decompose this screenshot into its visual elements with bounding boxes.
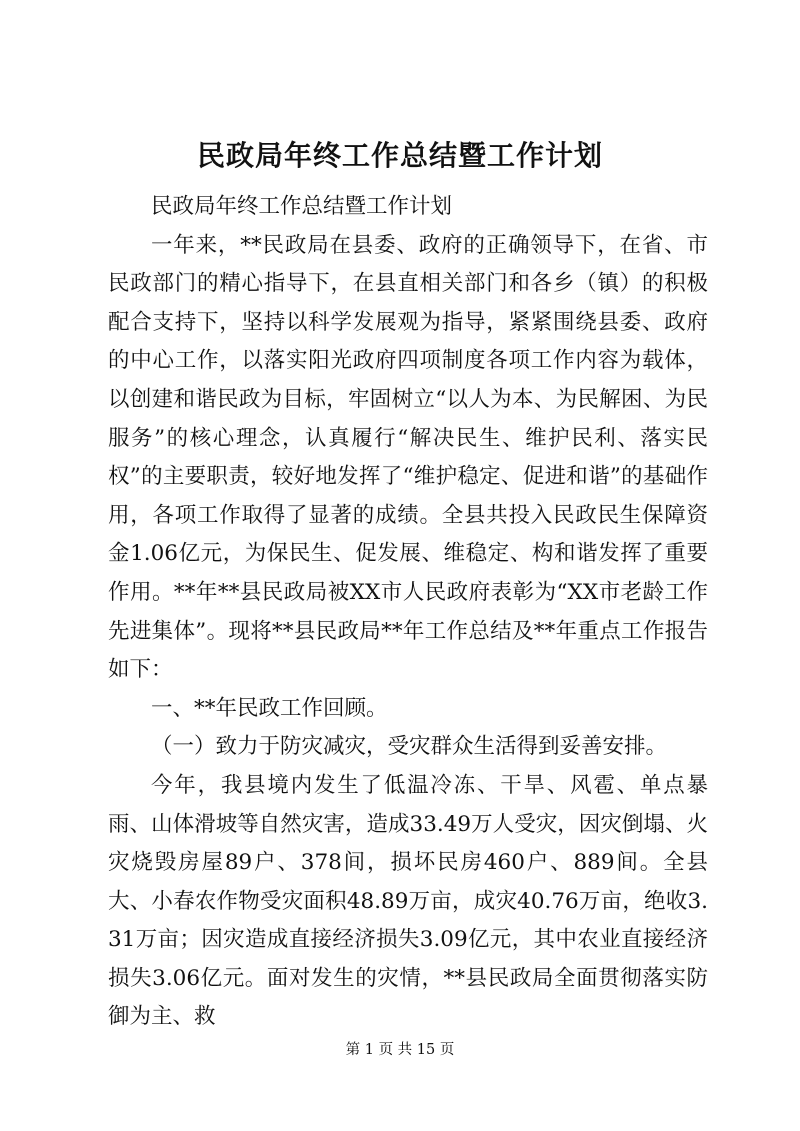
- subtitle-paragraph: 民政局年终工作总结暨工作计划: [151, 194, 453, 219]
- document-title: 民政局年终工作总结暨工作计划: [196, 139, 603, 172]
- page-number-footer: 第 1 页 共 15 页: [345, 1042, 455, 1058]
- disaster-paragraph: 今年，我县境内发生了低温冷冻、干旱、风雹、单点暴雨、山体滑坡等自然灾害，造成33.49万人受灾，因灾倒塌、火灾烧毁房屋89户、378间，损坏民房460户、889间。全县大、小春农作物受灾面积48.89万亩，成灾40.76万亩，绝收3.31万亩；因灾造成直接经济损失3.09亿元，其中农业直接经济损失3.06亿元。面对发生的灾情，**县民政局全面贯彻落实防御为主、救: [108, 772, 708, 1030]
- document-body: [108, 188, 708, 1037]
- section-heading: 一、**年民政工作回顾。: [151, 695, 388, 721]
- intro-paragraph: 一年来，**民政局在县委、政府的正确领导下，在省、市民政部门的精心指导下，在县直相关部门和各乡（镇）的积极配合支持下，坚持以科学发展观为指导，紧紧围绕县委、政府的中心工作，以落实阳光政府四项制度各项工作内容为载体，以创建和谐民政为目标，牢固树立“以人为本、为民解困、为民服务”的核心理念，认真履行“解决民生、维护民利、落实民权”的主要职责，较好地发挥了“维护稳定、促进和谐”的基础作用，各项工作取得了显著的成绩。全县共投入民政民生保障资金1.06亿元，为保民生、促发展、维稳定、构和谐发挥了重要作用。**年**县民政局被XX市人民政府表彰为“XX市老龄工作先进集体”。现将**县民政局**年工作总结及**年重点工作报告如下：: [108, 232, 708, 683]
- subsection-heading: （一）致力于防灾减灾，受灾群众生活得到妥善安排。: [151, 734, 668, 760]
